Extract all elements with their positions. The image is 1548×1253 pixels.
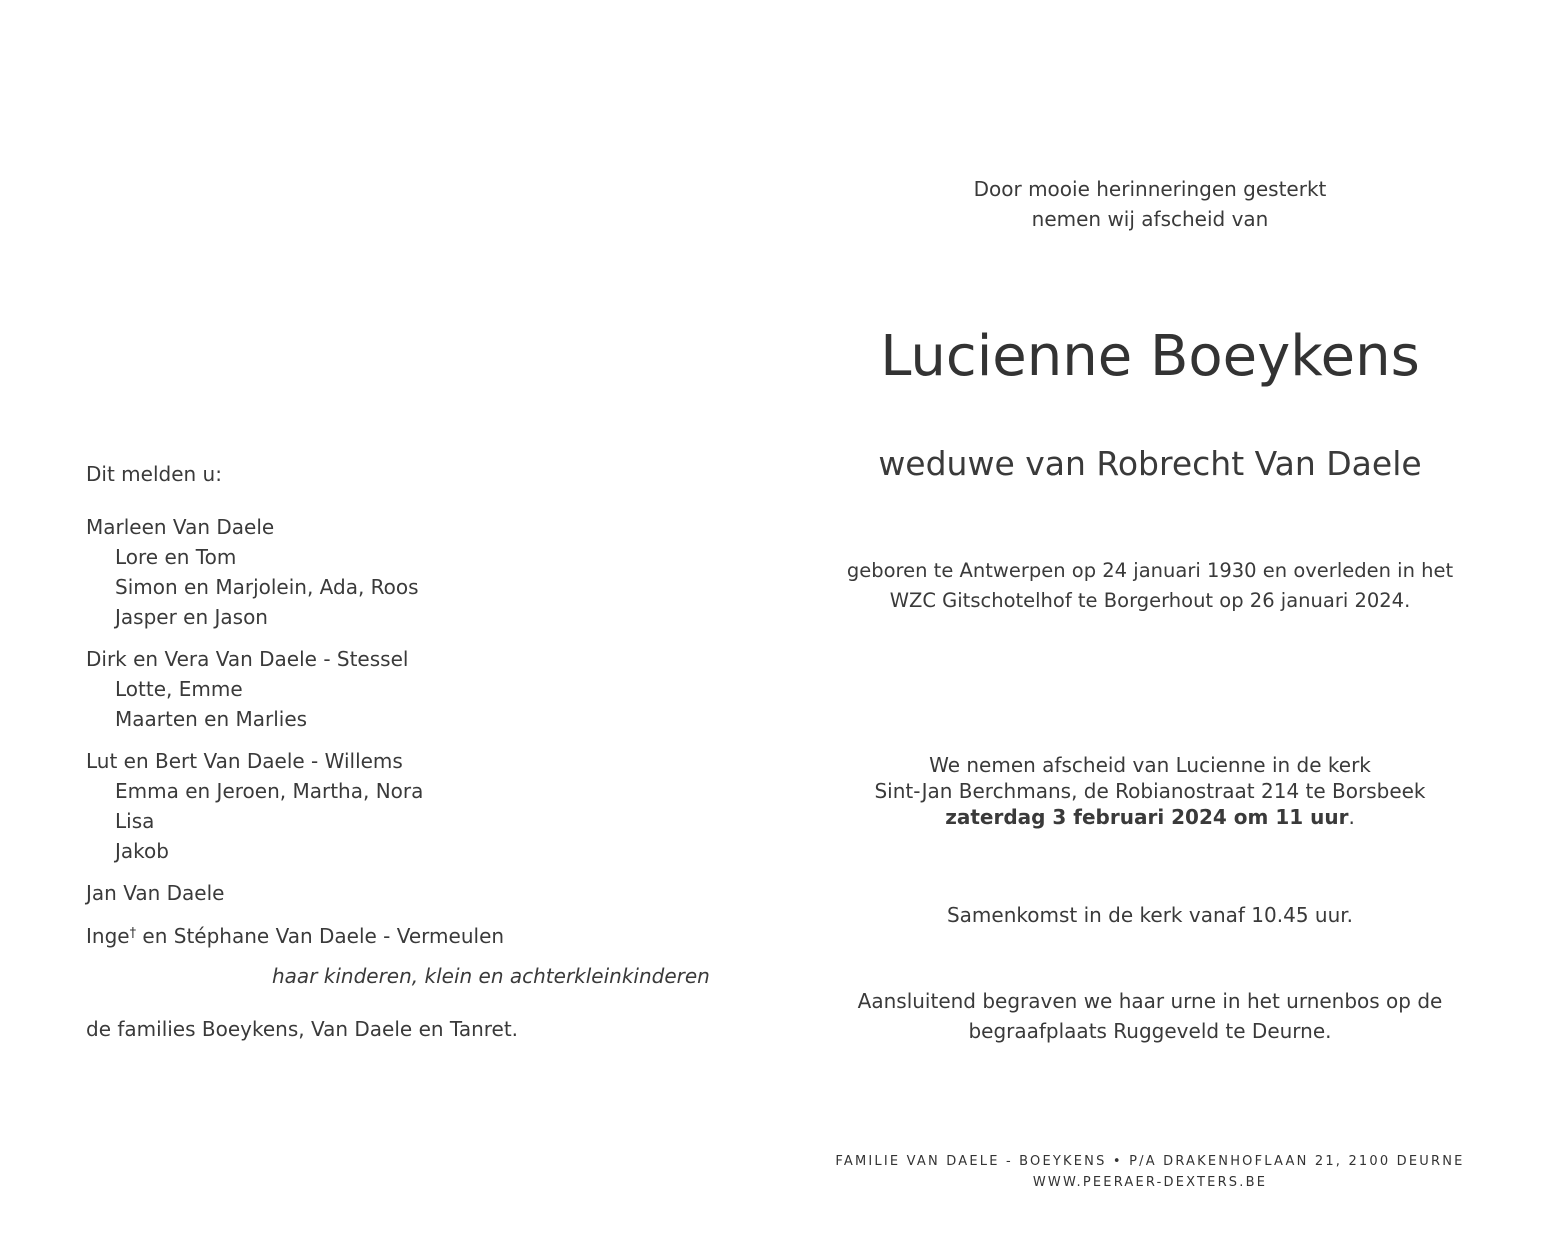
- descendants-line: haar kinderen, klein en achterkleinkinderen: [272, 964, 710, 988]
- family-name-start: Inge: [86, 924, 130, 948]
- intro-line-2: nemen wij afscheid van: [1031, 207, 1269, 231]
- deceased-cross: †: [129, 926, 137, 941]
- ceremony-date: zaterdag 3 februari 2024 om 11 uur: [945, 805, 1349, 829]
- intro-text: [800, 174, 1500, 234]
- family-member: Emma en Jeroen, Martha, Nora: [115, 779, 424, 803]
- announcement-intro: Dit melden u:: [86, 462, 222, 486]
- family-member: Maarten en Marlies: [115, 707, 308, 731]
- burial-line-2: begraafplaats Ruggeveld te Deurne.: [968, 1019, 1332, 1043]
- footer-address: [800, 1151, 1500, 1193]
- deceased-name: Lucienne Boeykens: [880, 324, 1420, 389]
- footer-family-address: FAMILIE VAN DAELE - BOEYKENS • P/A DRAKENHOFLAAN 21, 2100 DEURNE: [835, 1154, 1465, 1169]
- family-head: Dirk en Vera Van Daele - Stessel: [86, 647, 409, 671]
- footer-website: WWW.PEERAER-DEXTERS.BE: [1032, 1175, 1268, 1190]
- birth-death-text: [800, 556, 1500, 616]
- family-member: Jasper en Jason: [115, 605, 268, 629]
- intro-line-1: Door mooie herinneringen gesterkt: [973, 177, 1327, 201]
- burial-text: [800, 986, 1500, 1046]
- ceremony-date-end: .: [1348, 805, 1355, 829]
- families-line: de families Boeykens, Van Daele en Tanret.: [86, 1017, 519, 1041]
- ceremony-text: [800, 752, 1500, 830]
- family-member: Lotte, Emme: [115, 677, 243, 701]
- ceremony-line-1: We nemen afscheid van Lucienne in de kerk: [929, 753, 1371, 777]
- family-head: Lut en Bert Van Daele - Willems: [86, 749, 403, 773]
- family-member: Simon en Marjolein, Ada, Roos: [115, 575, 419, 599]
- widow-line: weduwe van Robrecht Van Daele: [878, 444, 1422, 483]
- family-member: Jakob: [115, 839, 169, 863]
- birth-line: geboren te Antwerpen op 24 januari 1930 en overleden in het: [846, 559, 1454, 582]
- burial-line-1: Aansluitend begraven we haar urne in het urnenbos op de: [857, 989, 1443, 1013]
- family-member: Lore en Tom: [115, 545, 237, 569]
- ceremony-date-line: [800, 804, 1500, 830]
- ceremony-line-2: Sint-Jan Berchmans, de Robianostraat 214 te Borsbeek: [874, 779, 1426, 803]
- family-name-rest: en Stéphane Van Daele - Vermeulen: [136, 924, 505, 948]
- family-head-with-cross: [86, 922, 504, 948]
- family-member: Lisa: [115, 809, 155, 833]
- death-line: WZC Gitschotelhof te Borgerhout op 26 januari 2024.: [889, 589, 1411, 612]
- family-head: Marleen Van Daele: [86, 515, 275, 539]
- family-head: Jan Van Daele: [86, 881, 225, 905]
- gathering-text: Samenkomst in de kerk vanaf 10.45 uur.: [946, 903, 1354, 927]
